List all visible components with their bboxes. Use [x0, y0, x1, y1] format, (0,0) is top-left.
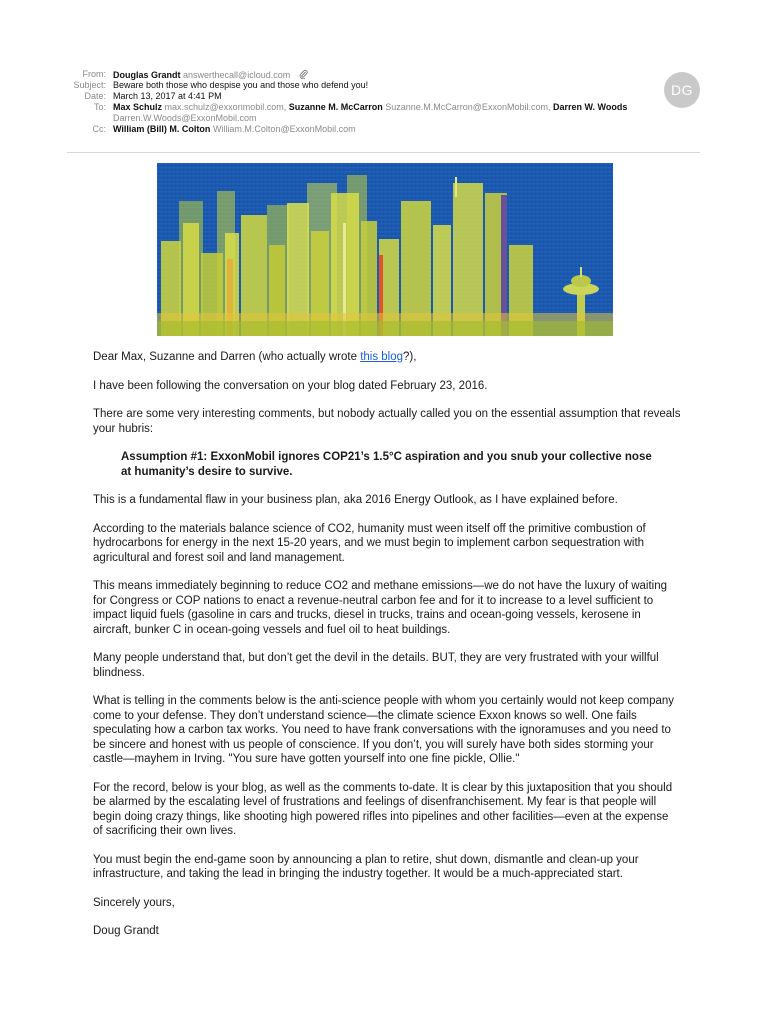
sender-avatar: DG — [664, 72, 700, 108]
greeting-pre: Dear Max, Suzanne and Darren (who actually wrote — [93, 351, 361, 363]
header-divider — [67, 152, 700, 153]
greeting-post: ?), — [403, 351, 417, 363]
date-text: March 13, 2017 at 4:41 PM — [113, 91, 222, 101]
paragraph: There are some very interesting comments, but nobody actually called you on the essential assumption that reveals your hubris: — [93, 408, 681, 435]
sender-address[interactable]: answerthecall@icloud.com — [183, 70, 291, 80]
to-label: To: — [93, 102, 106, 112]
cc-row — [0, 124, 700, 135]
paragraph: According to the materials balance science of CO2, humanity must ween itself off the primitive combustion of hydrocarbons for energy in the next 15-20 years, and we must begin to implement carbon sequestration with agricultural and forest soil and land management. — [93, 522, 646, 564]
subject-label: Subject: — [73, 80, 106, 90]
recipient-name[interactable]: Suzanne M. McCarron — [288, 102, 383, 112]
city-skyline-image — [157, 163, 613, 336]
recipient-address[interactable]: Darren.W.Woods@ExxonMobil.com — [113, 113, 257, 123]
from-label: From: — [82, 69, 106, 79]
signature: Doug Grandt — [93, 925, 159, 937]
from-row — [0, 69, 700, 80]
assumption-quote: Assumption #1: ExxonMobil ignores COP21’s 1.5°C aspiration and you snub your collective nose at humanity’s desire to survive. — [121, 451, 652, 478]
date-row — [0, 91, 700, 102]
cc-label: Cc: — [92, 124, 106, 134]
sender-name[interactable]: Douglas Grandt — [113, 70, 181, 80]
closing: Sincerely yours, — [93, 896, 175, 909]
paragraph: This is a fundamental flaw in your business plan, aka 2016 Energy Outlook, as I have explained before. — [93, 494, 618, 506]
date-label: Date: — [84, 91, 106, 101]
to-row — [0, 102, 700, 124]
subject-text: Beware both those who despise you and those who defend you! — [113, 80, 369, 90]
cc-name[interactable]: William (Bill) M. Colton — [113, 124, 211, 134]
recipient-name[interactable]: Max Schulz — [113, 102, 163, 112]
paragraph: I have been following the conversation on your blog dated February 23, 2016. — [93, 379, 488, 392]
cc-address[interactable]: William.M.Colton@ExxonMobil.com — [212, 124, 356, 134]
paragraph: What is telling in the comments below is the anti-science people with whom you certainly would not keep company come to your defense. They don’t understand science—the climate science Exxon knows so well. One fails speculating how a carbon tax works. You need to have frank conversations with the ignoramuses and you need to be sincere and honest with us people of conscience. If you don’t, you will surely have both sides storming your castle—mayhem in Irving. "You sure have gotten yourself into one fine pickle, Ollie." — [93, 695, 675, 765]
paragraph: This means immediately beginning to reduce CO2 and methane emissions—we do not have the luxury of waiting for Congress or COP nations to enact a revenue-neutral carbon fee and for it to increase to a level sufficient to impact liquid fuels (gasoline in cars and trucks, diesel in trucks, trains and ocean-going vessels, kerosene in aircraft, bunker C in ocean-going vessels and fuel oil to heat buildings. — [93, 580, 668, 636]
recipient-address[interactable]: Suzanne.M.McCarron@ExxonMobil.com, — [385, 102, 551, 112]
greeting — [93, 350, 681, 365]
paragraph: For the record, below is your blog, as well as the comments to-date. It is clear by this juxtaposition that you should be alarmed by the escalating level of frustrations and feelings of disenfranchisement. My fear is that people will begin doing crazy things, like shooting high powered rifles into pipelines and other facilities—even at the expense of sacrificing their own lives. — [93, 781, 673, 837]
subject-row — [0, 80, 700, 91]
recipient-name[interactable]: Darren W. Woods — [552, 102, 628, 112]
recipient-address[interactable]: max.schulz@exxonmobil.com, — [164, 102, 287, 112]
email-body — [93, 350, 681, 953]
blog-link[interactable]: this blog — [360, 351, 404, 363]
paragraph: Many people understand that, but don’t get the devil in the details. BUT, they are very frustrated with your willful blindness. — [93, 652, 659, 679]
paragraph: You must begin the end-game soon by announcing a plan to retire, shut down, dismantle and clean-up your infrastructure, and taking the lead in bringing the industry together. It would be a much-appreciated start. — [93, 853, 639, 880]
email-header — [0, 69, 700, 135]
